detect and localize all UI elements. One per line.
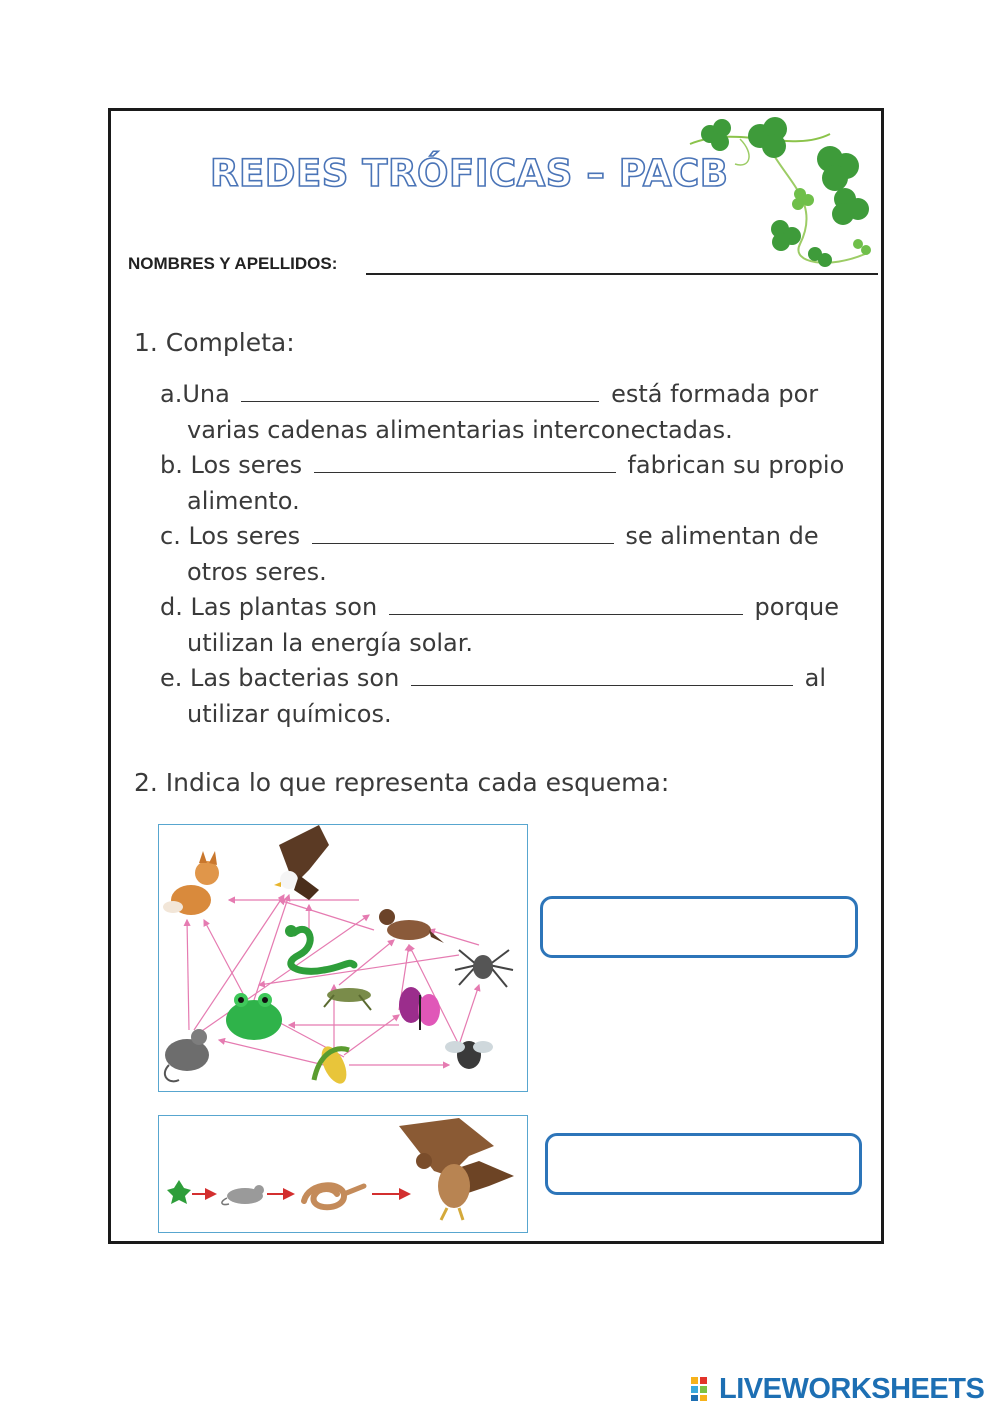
item-e-blank[interactable] (411, 663, 793, 686)
names-field (128, 254, 878, 276)
item-e-post: al (804, 664, 826, 692)
snake-chain-icon (304, 1185, 364, 1207)
food-chain-diagram (159, 1116, 526, 1231)
mouse-icon (165, 1029, 209, 1081)
item-b-blank[interactable] (314, 450, 616, 473)
question-2-label: 2. Indica lo que representa cada esquema: (134, 768, 670, 797)
item-a-post: está formada por (611, 380, 819, 408)
frog-icon (226, 993, 282, 1040)
item-d-line1 (160, 589, 839, 625)
hawk-icon (399, 1118, 514, 1220)
item-b-pre: b. Los seres (160, 451, 303, 479)
item-c-post: se alimentan de (625, 522, 819, 550)
item-b-cont: alimento. (187, 487, 300, 515)
liveworksheets-logo-icon (690, 1376, 716, 1402)
item-a-cont: varias cadenas alimentarias interconectadas. (187, 416, 733, 444)
item-b-post: fabrican su propio (627, 451, 845, 479)
item-d-post: porque (754, 593, 840, 621)
brand-name: LIVEWORKSHEETS (719, 1372, 985, 1405)
corn-icon (314, 1043, 352, 1088)
bird-icon (379, 909, 444, 943)
answer-box-1[interactable] (540, 896, 858, 958)
item-d-cont: utilizan la energía solar. (187, 629, 474, 657)
names-input-line[interactable] (366, 273, 878, 275)
item-e-cont: utilizar químicos. (187, 700, 392, 728)
fox-icon (163, 851, 219, 915)
item-c-cont: otros seres. (187, 558, 327, 586)
item-a-line1 (160, 376, 818, 412)
fly-icon (445, 1041, 493, 1069)
mouse-chain-icon (222, 1185, 264, 1205)
item-a-pre: a.Una (160, 380, 230, 408)
item-c-line1 (160, 518, 819, 554)
answer-box-2[interactable] (545, 1133, 862, 1195)
item-c-blank[interactable] (312, 521, 614, 544)
brand-footer (690, 1372, 984, 1406)
page-title: REDES TRÓFICAS – PACB (210, 152, 729, 195)
spider-icon (455, 950, 513, 987)
grasshopper-icon (324, 988, 371, 1010)
plant-icon (167, 1180, 191, 1204)
item-c-pre: c. Los seres (160, 522, 301, 550)
clover-decoration (680, 114, 875, 274)
item-e-pre: e. Las bacterias son (160, 664, 400, 692)
question-1-label: 1. Completa: (134, 328, 295, 357)
item-d-blank[interactable] (389, 592, 743, 615)
names-label: NOMBRES Y APELLIDOS: (128, 254, 338, 273)
item-b-line1 (160, 447, 844, 483)
food-chain-image (158, 1115, 528, 1233)
item-e-line1 (160, 660, 826, 696)
eagle-icon (274, 825, 329, 900)
food-web-diagram (159, 825, 526, 1090)
item-d-pre: d. Las plantas son (160, 593, 378, 621)
item-a-blank[interactable] (241, 379, 599, 402)
food-web-image (158, 824, 528, 1092)
